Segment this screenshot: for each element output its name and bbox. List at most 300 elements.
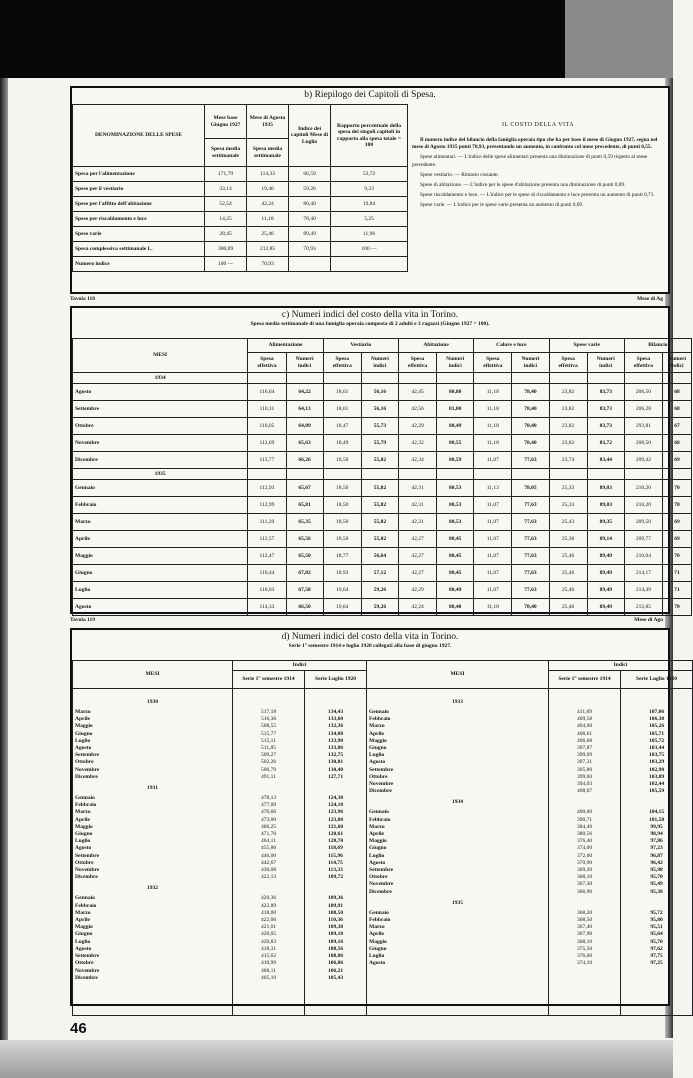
d-month: Gennaio	[369, 709, 389, 715]
cell: 80,53	[437, 480, 474, 497]
d-month: Aprile	[369, 831, 384, 838]
d-month: Aprile	[369, 730, 384, 737]
table-row	[73, 548, 692, 565]
d-month: Maggio	[75, 924, 93, 931]
d-month: Febbraio	[369, 716, 391, 723]
cell: 18,93	[323, 565, 361, 582]
cell-base: 52,54	[205, 197, 247, 212]
total-base: 300,09	[205, 242, 247, 257]
table-row	[73, 384, 692, 401]
cell: 81,00	[437, 401, 474, 418]
cell: 11,18	[474, 599, 512, 616]
table-row	[73, 418, 692, 435]
cell: 11,07	[474, 531, 512, 548]
d-serie2: 103,29	[648, 759, 665, 766]
d-serie1: 411,09	[577, 709, 592, 715]
d-month: Gennaio	[75, 895, 95, 902]
d-month: Maggio	[75, 823, 93, 830]
d-serie1: 511,85	[261, 745, 276, 752]
d-serie2: 132,75	[327, 752, 344, 759]
empty-cell	[549, 373, 587, 384]
cell-indice: 78,40	[289, 212, 331, 227]
d-serie1: 436,08	[260, 867, 277, 874]
d-serie2: 133,90	[327, 737, 344, 744]
d-serie2: 98,94	[650, 831, 663, 838]
d-serie2: 127,71	[327, 773, 344, 780]
d-month: Maggio	[369, 838, 387, 845]
cell: 23,74	[549, 452, 587, 469]
d-serie1: 375,50	[576, 945, 593, 952]
text-p6: Spese varie. — L'indice per le spese varie presenta un aumento di punti 0,09.	[420, 202, 584, 209]
empty-cell	[624, 373, 662, 384]
c-sub-spesa: Spesa effettiva	[549, 353, 587, 373]
cell: 11,18	[474, 401, 512, 418]
d-serie1: 366,90	[576, 888, 593, 895]
cell: 89,03	[587, 480, 624, 497]
cell: 42,24	[398, 599, 436, 616]
cell: 116,44	[248, 565, 286, 582]
section-b-title: b) Riepilogo dei Capitoli di Spesa.	[304, 90, 436, 100]
d-right-months	[367, 689, 549, 1016]
d-serie2: 115,96	[328, 852, 343, 859]
numero-indice-base: 100 —	[205, 257, 247, 272]
d-serie1: 404,90	[576, 723, 593, 730]
d-month: Aprile	[75, 917, 90, 924]
d-serie1: 508,55	[260, 723, 277, 730]
cell-agosto: 19,46	[247, 182, 289, 197]
col-mese-base: Mese base Giugno 1927	[205, 105, 247, 139]
d-month: Settembre	[75, 852, 100, 859]
cell: 42,32	[398, 435, 436, 452]
cell: 55,82	[361, 480, 398, 497]
cell: 70	[662, 480, 691, 497]
d-col-indici-left: Indici	[233, 661, 367, 671]
c-group-3: Calore e luce	[474, 339, 549, 353]
cell-agosto: 11,18	[247, 212, 289, 227]
d-month: Settembre	[75, 953, 100, 960]
cell: 78,40	[512, 401, 549, 418]
cell: 18,50	[323, 452, 361, 469]
d-serie2: 95,72	[650, 909, 663, 916]
cell: 80,55	[437, 435, 474, 452]
empty-cell	[361, 373, 398, 384]
c-year-row	[73, 469, 692, 480]
cell: 42,29	[398, 582, 436, 599]
row-label: Spesa per l'alimentazione	[73, 167, 205, 182]
d-serie1: 399,60	[576, 773, 593, 780]
cell: 11,07	[474, 548, 512, 565]
d-serie1: 516,36	[260, 716, 277, 723]
cell: 77,63	[512, 548, 549, 565]
col-spesa-media-base: Spesa media settimanale	[205, 139, 247, 167]
d-serie2: 104,15	[648, 809, 665, 816]
section-d-frame	[70, 628, 677, 1006]
d-serie2: 109,16	[327, 938, 344, 945]
empty-cell	[248, 373, 286, 384]
d-serie1: 442,67	[260, 859, 277, 866]
d-year: 1932	[147, 885, 158, 892]
d-serie1: 421,01	[260, 924, 277, 931]
cell: 23,82	[549, 418, 587, 435]
total-indice: 70,93	[289, 242, 331, 257]
d-month: Gennaio	[75, 795, 95, 802]
cell: 80,40	[437, 599, 474, 616]
c-col-mesi: MESI	[73, 339, 248, 373]
c-group-5: Bilancio	[624, 339, 691, 353]
empty-cell	[587, 373, 624, 384]
cell: 209,50	[624, 514, 662, 531]
table-row	[73, 531, 692, 548]
cell: 18,50	[323, 480, 361, 497]
tavola-118-label: Tavola 118	[70, 296, 96, 302]
cell: 55,82	[361, 531, 398, 548]
empty-cell	[512, 469, 549, 480]
cell: 11,13	[474, 480, 512, 497]
d-serie2: 102,44	[648, 781, 665, 788]
d-serie1: 405,10	[260, 974, 277, 981]
cell: 210,20	[624, 497, 662, 514]
cell-indice: 59,26	[289, 182, 331, 197]
cell: 19,64	[323, 582, 361, 599]
d-serie1: 410,99	[260, 960, 277, 967]
d-serie1: 397,31	[576, 759, 593, 766]
cell: 42,29	[398, 418, 436, 435]
cell: 80,53	[437, 514, 474, 531]
cell: 67,58	[286, 582, 323, 599]
d-month: Aprile	[75, 716, 90, 723]
d-serie1: 397,87	[576, 745, 593, 752]
d-month: Gennaio	[369, 909, 389, 916]
cell: 80,45	[437, 565, 474, 582]
month-label: Agosto	[73, 384, 248, 401]
month-label: Gennaio	[73, 480, 248, 497]
cell: 65,56	[286, 531, 323, 548]
empty-cell	[474, 469, 512, 480]
cell-indice: 66,59	[289, 167, 331, 182]
c-sub-numeri: Numeri indici	[286, 353, 323, 373]
table-row	[73, 514, 692, 531]
cell: 18,77	[323, 548, 361, 565]
d-serie2: 102,90	[648, 766, 665, 773]
cell: 25,43	[549, 514, 587, 531]
cell: 42,45	[398, 384, 436, 401]
cell: 55,82	[361, 452, 398, 469]
d-year: 1934	[452, 799, 464, 806]
d-col-serie1-left: Serie 1° semestre 1914	[233, 671, 305, 689]
d-serie1: 464,11	[261, 838, 276, 845]
text-p3: Spese vestiario. — Rimasto costante.	[420, 171, 499, 178]
d-month: Maggio	[369, 737, 387, 744]
empty-cell	[624, 469, 662, 480]
cell: 68	[662, 384, 691, 401]
section-b-rows	[73, 167, 408, 272]
cell: 59,26	[361, 599, 398, 616]
d-serie1: 395,80	[576, 766, 593, 773]
d-serie2: 97,75	[650, 953, 663, 960]
cell: 80,49	[437, 582, 474, 599]
d-month: Giugno	[75, 730, 93, 737]
d-serie2: 108,56	[327, 945, 344, 952]
cell: 18,50	[323, 497, 361, 514]
d-serie2: 121,60	[327, 823, 344, 830]
text-p4: Spese di abitazione. — L'indice per le spese d'abitazione presenta una diminuzione di punti 0,09.	[420, 181, 626, 188]
tavola-119-right: Mese di Ago	[634, 617, 663, 623]
d-month: Giugno	[369, 945, 387, 952]
table-row	[73, 599, 692, 616]
cell: 214,49	[624, 582, 662, 599]
table-row	[73, 182, 408, 197]
d-serie2: 105,59	[648, 788, 665, 795]
d-left-serie2	[305, 689, 367, 1016]
cell: 56,16	[361, 401, 398, 418]
cell: 55,73	[361, 418, 398, 435]
cell: 210,20	[624, 480, 662, 497]
cell-base: 14,25	[205, 212, 247, 227]
d-month: Febbraio	[75, 902, 97, 909]
table-row	[73, 497, 692, 514]
c-sub-spesa: Spesa effettiva	[474, 353, 512, 373]
d-serie2: 106,38	[648, 716, 665, 723]
d-serie2: 96,42	[650, 859, 663, 866]
month-label: Settembre	[73, 401, 248, 418]
c-sub-spesa: Spesa effettiva	[323, 353, 361, 373]
d-serie2: 107,06	[648, 709, 665, 715]
cell-rapporto: 11,96	[331, 227, 408, 242]
spacer	[551, 795, 618, 809]
d-serie1: 473,00	[260, 816, 277, 823]
d-serie1: 374,10	[576, 960, 593, 967]
cell: 89,49	[587, 565, 624, 582]
d-serie1: 369,20	[576, 867, 593, 874]
d-serie1: 374,00	[576, 845, 593, 852]
page-number: 46	[70, 1020, 87, 1037]
d-left-serie1	[233, 689, 305, 1016]
row-label: Spese per riscaldamento e luce	[73, 212, 205, 227]
d-month: Febbraio	[369, 917, 391, 924]
d-serie2: 97,25	[650, 960, 663, 967]
d-month: Agosto	[75, 945, 92, 952]
d-serie1: 400,60	[576, 809, 593, 816]
section-c-title: c) Numeri indici del costo della vita in Torino.	[281, 310, 459, 320]
cell: 64,22	[286, 384, 323, 401]
spacer	[235, 781, 302, 795]
month-label: Marzo	[73, 514, 248, 531]
total-agosto: 212,85	[247, 242, 289, 257]
d-month: Giugno	[369, 745, 387, 752]
col-indice: Indice dei capitoli Mese di Luglio	[289, 105, 331, 167]
d-month: Marzo	[75, 909, 91, 916]
d-right-serie1	[549, 689, 621, 1016]
d-month: Agosto	[369, 960, 386, 967]
d-serie2: 105,43	[327, 974, 344, 981]
d-serie2: 95,51	[650, 924, 663, 931]
d-month: Ottobre	[75, 859, 94, 866]
cell: 67,82	[286, 565, 323, 582]
cell: 67	[662, 418, 691, 435]
cell: 112,69	[248, 435, 286, 452]
numero-indice-label: Numero indice	[73, 257, 205, 272]
spacer	[307, 781, 364, 795]
cell: 66,50	[286, 599, 323, 616]
month-label: Maggio	[73, 548, 248, 565]
d-col-serie2-left: Serie Luglio 1920	[305, 671, 367, 689]
d-month: Giugno	[369, 845, 387, 852]
d-month: Dicembre	[75, 974, 98, 981]
d-serie2: 123,96	[327, 809, 344, 816]
d-serie1: 420,05	[260, 931, 277, 938]
d-month: Settembre	[75, 752, 100, 759]
d-serie1: 515,11	[261, 737, 276, 744]
cell: 110,11	[248, 401, 286, 418]
empty-cell	[662, 373, 691, 384]
d-serie1: 422,06	[260, 917, 277, 924]
cell: 80,45	[437, 548, 474, 565]
d-col-serie1-right: Serie 1° semestre 1914	[549, 671, 621, 689]
cell: 64,13	[286, 401, 323, 418]
d-serie1: 368,10	[576, 938, 593, 945]
d-serie1: 502,26	[260, 759, 277, 766]
d-serie2: 105,72	[648, 737, 665, 744]
d-serie1: 372,60	[576, 852, 593, 859]
c-sub-numeri: Numeri indici	[361, 353, 398, 373]
cell-agosto: 25,46	[247, 227, 289, 242]
d-serie2: 124,10	[327, 802, 344, 809]
d-left-months	[73, 689, 233, 1016]
d-serie1: 367,40	[576, 924, 593, 931]
row-label: Spese per il vestiario	[73, 182, 205, 197]
d-month: Marzo	[75, 709, 91, 715]
cell: 69	[662, 452, 691, 469]
c-sub-numeri: Numeri indici	[662, 353, 691, 373]
empty-cell	[549, 469, 587, 480]
cell: 11,18	[474, 384, 512, 401]
d-serie1: 476,66	[260, 809, 277, 816]
d-month: Settembre	[369, 867, 394, 874]
tavola-119-label: Tavola 119	[70, 617, 96, 623]
month-label: Novembre	[73, 435, 248, 452]
table-row	[73, 452, 692, 469]
d-year: 1935	[452, 899, 464, 906]
text-heading: IL COSTO DELLA VITA	[501, 122, 575, 128]
cell: 80,53	[437, 497, 474, 514]
section-d-table	[72, 660, 693, 1016]
d-serie2: 109,72	[327, 874, 344, 881]
cell: 66,26	[286, 452, 323, 469]
section-d-title: d) Numeri indici del costo della vita in Torino.	[281, 632, 459, 642]
cell: 89,14	[587, 531, 624, 548]
cell: 64,09	[286, 418, 323, 435]
cell: 111,20	[248, 514, 286, 531]
cell: 80,45	[437, 531, 474, 548]
cell: 25,36	[549, 531, 587, 548]
cell: 25,46	[549, 582, 587, 599]
cell: 18,61	[323, 384, 361, 401]
d-serie1: 368,20	[576, 909, 593, 916]
empty-cell	[286, 373, 323, 384]
d-serie1: 420,83	[260, 938, 277, 945]
cell: 11,18	[474, 418, 512, 435]
cell: 113,77	[248, 452, 286, 469]
cell: 56,16	[361, 384, 398, 401]
d-serie1: 394,03	[576, 781, 593, 788]
d-serie1: 517,18	[260, 709, 277, 715]
spacer	[235, 695, 302, 709]
table-row	[73, 480, 692, 497]
cell: 11,07	[474, 497, 512, 514]
cell: 116,64	[248, 384, 286, 401]
empty-cell	[398, 469, 436, 480]
d-serie2: 118,69	[328, 845, 343, 852]
d-month: Novembre	[75, 967, 100, 974]
d-serie1: 406,61	[576, 730, 593, 737]
cell: 78,40	[512, 599, 549, 616]
table-row	[73, 197, 408, 212]
empty-cell	[437, 373, 474, 384]
d-right-serie2	[621, 689, 693, 1016]
d-serie2: 105,26	[648, 723, 665, 730]
d-month: Dicembre	[369, 788, 392, 795]
d-serie2: 97,86	[650, 838, 663, 845]
cell: 89,49	[587, 582, 624, 599]
cell: 42,27	[398, 565, 436, 582]
cell: 42,31	[398, 480, 436, 497]
c-year-row	[73, 373, 692, 384]
empty-cell	[512, 373, 549, 384]
month-label: Dicembre	[73, 452, 248, 469]
cell: 42,31	[398, 497, 436, 514]
cell: 71	[662, 582, 691, 599]
d-serie1: 515,77	[260, 730, 277, 737]
cell: 55,82	[361, 497, 398, 514]
cell: 83,73	[587, 384, 624, 401]
cell: 71	[662, 565, 691, 582]
empty-cell	[331, 257, 408, 272]
d-serie1: 409,58	[576, 716, 593, 723]
d-month: Aprile	[369, 931, 384, 938]
d-serie2: 96,87	[650, 852, 663, 859]
d-serie1: 446,00	[260, 852, 277, 859]
empty-cell	[398, 373, 436, 384]
section-c-table-wrap	[72, 338, 692, 616]
c-head-groups	[73, 339, 692, 353]
d-serie2: 95,64	[650, 931, 663, 938]
d-year: 1933	[452, 699, 464, 705]
d-serie1: 370,90	[576, 859, 593, 866]
d-serie2: 106,21	[327, 967, 344, 974]
d-serie2: 108,06	[327, 953, 344, 960]
cell-rapporto: 53,72	[331, 167, 408, 182]
cell: 59,26	[361, 582, 398, 599]
cell: 57,12	[361, 565, 398, 582]
cell: 25,33	[549, 497, 587, 514]
cell: 83,72	[587, 435, 624, 452]
cell: 77,63	[512, 565, 549, 582]
cell: 25,46	[549, 599, 587, 616]
d-month: Novembre	[75, 867, 100, 874]
cell: 89,03	[587, 497, 624, 514]
cell-agosto: 114,33	[247, 167, 289, 182]
cell: 209,42	[624, 452, 662, 469]
d-col-mesi-left: MESI	[73, 661, 233, 689]
empty-cell	[361, 469, 398, 480]
d-month: Marzo	[75, 809, 91, 816]
cell: 65,35	[286, 514, 323, 531]
d-month: Luglio	[75, 737, 91, 744]
d-serie1: 422,89	[260, 902, 277, 909]
cell: 206,28	[624, 401, 662, 418]
cell-base: 171,79	[205, 167, 247, 182]
spacer	[551, 695, 618, 709]
